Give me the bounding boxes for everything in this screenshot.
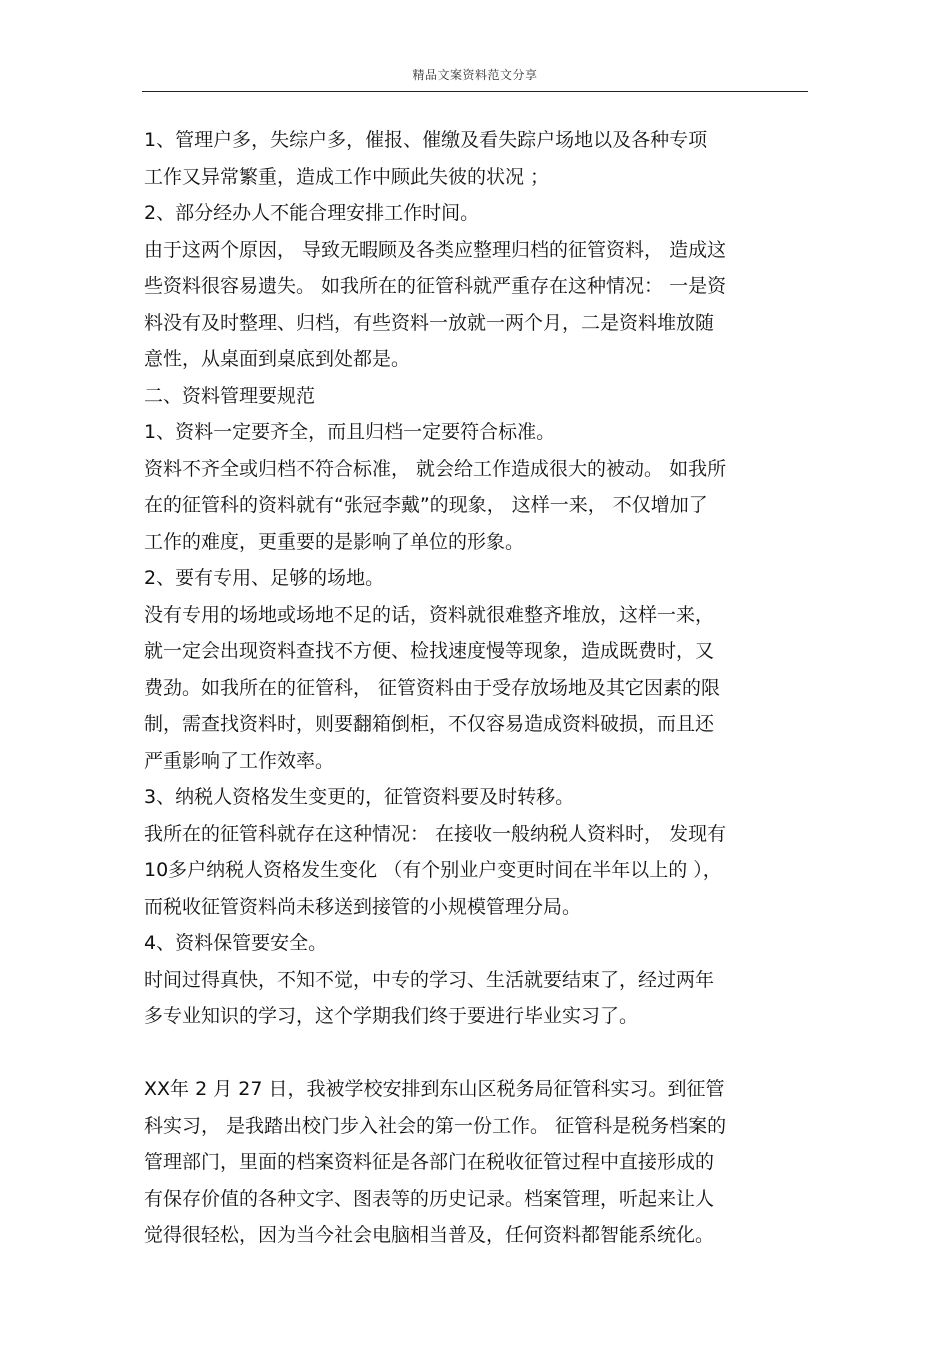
text-line: 工作又异常繁重，造成工作中顾此失彼的状况 ； [144,165,550,188]
text-line: 而税收征管资料尚未移送到接管的小规模管理分局。 [144,895,582,918]
document-body [144,122,814,1254]
text-line: 有保存价值的各种文字、图表等的历史记录。档案管理，听起来让人 [144,1187,715,1210]
page-header: 精品文案资料范文分享 [412,68,538,82]
text-line: 1、管理户多，失综户多，催报、催缴及看失踪户场地以及各种专项 [144,129,708,151]
section-heading: 二、资料管理要规范 [144,384,316,407]
text-line: 费劲。如我所在的征管科， 征管资料由于受存放场地及其它因素的限 [144,676,721,699]
text-line: 工作的难度，更重要的是影响了单位的形象。 [144,530,525,553]
text-line: 制，需查找资料时，则要翻箱倒柜，不仅容易造成资料破损，而且还 [144,713,715,735]
text-line: 意性，从桌面到桌底到处都是。 [144,348,411,370]
paragraph-gap [144,1035,814,1072]
text-line: 资料不齐全或归档不符合标准， 就会给工作造成很大的被动。 如我所 [144,457,727,480]
text-line: 些资料很容易遗失。 如我所在的征管科就严重存在这种情况： 一是资 [144,275,727,297]
text-line: 严重影响了工作效率。 [144,749,335,772]
text-line: 管理部门，里面的档案资料征是各部门在税收征管过程中直接形成的 [144,1151,715,1173]
text-line: 1、资料一定要齐全，而且归档一定要符合标准。 [144,421,556,443]
text-line: 4、资料保管要安全。 [144,932,328,954]
text-line: 我所在的征管科就存在这种情况： 在接收一般纳税人资料时， 发现有 [144,822,727,845]
header-divider [142,91,808,92]
text-line: 由于这两个原因， 导致无暇顾及各类应整理归档的征管资料， 造成这 [144,238,727,261]
text-line: 科实习， 是我踏出校门步入社会的第一份工作。 征管科是税务档案的 [144,1114,727,1137]
text-line: 2、部分经办人不能合理安排工作时间。 [144,202,480,224]
text-line: 没有专用的场地或场地不足的话，资料就很难整齐堆放，这样一来， [144,603,715,626]
text-line: 时间过得真快，不知不觉，中专的学习、生活就要结束了，经过两年 [144,968,715,991]
text-line: 料没有及时整理、归档，有些资料一放就一两个月，二是资料堆放随 [144,311,715,334]
text-line: XX年 2 月 27 日，我被学校安排到东山区税务局征管科实习。到征管 [144,1078,725,1100]
text-line: 2、要有专用、足够的场地。 [144,567,385,589]
text-line: 多专业知识的学习，这个学期我们终于要进行毕业实习了。 [144,1005,639,1027]
text-line: 就一定会出现资料查找不方便、检找速度慢等现象，造成既费时，又 [144,640,715,662]
text-line: 在的征管科的资料就有“张冠李戴”的现象， 这样一来， 不仅增加了 [144,494,708,516]
text-line: 10多户纳税人资格发生变化 （有个别业户变更时间在半年以上的 ）， [144,859,722,881]
text-line: 觉得很轻松，因为当今社会电脑相当普及，任何资料都智能系统化。 [144,1224,715,1246]
text-line: 3、纳税人资格发生变更的，征管资料要及时转移。 [144,786,575,808]
